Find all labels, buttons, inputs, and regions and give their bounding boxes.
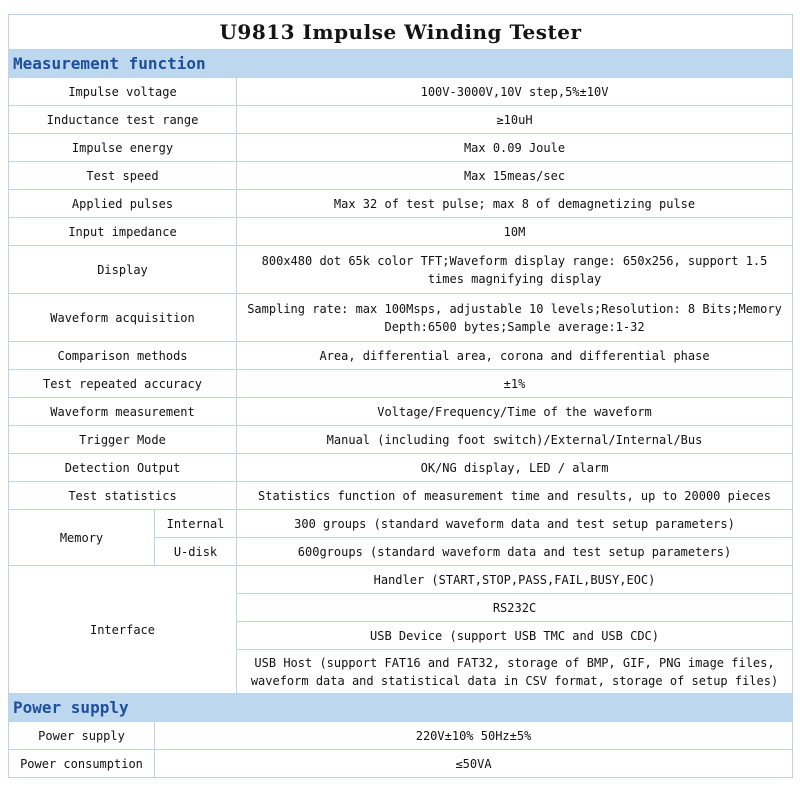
row-value-impulse-energy: Max 0.09 Joule — [237, 134, 793, 162]
table-row — [9, 750, 793, 778]
row-value-detection-output: OK/NG display, LED / alarm — [237, 454, 793, 482]
table-row — [9, 190, 793, 218]
table-row — [9, 134, 793, 162]
table-row — [9, 454, 793, 482]
table-row — [9, 218, 793, 246]
row-label-applied-pulses: Applied pulses — [9, 190, 237, 218]
row-value-power-supply: 220V±10% 50Hz±5% — [155, 722, 793, 750]
row-sublabel-udisk: U-disk — [155, 538, 237, 566]
row-value-memory-udisk: 600groups (standard waveform data and test setup parameters) — [237, 538, 793, 566]
row-label-waveform-measurement: Waveform measurement — [9, 398, 237, 426]
row-value-inductance-range: ≥10uH — [237, 106, 793, 134]
table-row — [9, 398, 793, 426]
row-label-inductance-range: Inductance test range — [9, 106, 237, 134]
table-row — [9, 722, 793, 750]
row-value-test-statistics: Statistics function of measurement time and results, up to 20000 pieces — [237, 482, 793, 510]
row-label-repeated-accuracy: Test repeated accuracy — [9, 370, 237, 398]
row-label-impulse-energy: Impulse energy — [9, 134, 237, 162]
row-value-comparison-methods: Area, differential area, corona and differential phase — [237, 342, 793, 370]
section-measurement-function: Measurement function — [9, 50, 793, 78]
row-value-waveform-acquisition: Sampling rate: max 100Msps, adjustable 10 levels;Resolution: 8 Bits;Memory Depth:6500 bytes;Sample average:1-32 — [237, 294, 793, 342]
row-label-power-consumption: Power consumption — [9, 750, 155, 778]
row-label-memory: Memory — [9, 510, 155, 566]
row-value-memory-internal: 300 groups (standard waveform data and test setup parameters) — [237, 510, 793, 538]
row-value-impulse-voltage: 100V-3000V,10V step,5%±10V — [237, 78, 793, 106]
row-label-test-statistics: Test statistics — [9, 482, 237, 510]
table-row — [9, 426, 793, 454]
spec-table — [8, 14, 793, 778]
table-row — [9, 78, 793, 106]
section-power-supply: Power supply — [9, 694, 793, 722]
row-label-impulse-voltage: Impulse voltage — [9, 78, 237, 106]
row-label-test-speed: Test speed — [9, 162, 237, 190]
table-row — [9, 162, 793, 190]
row-label-power-supply: Power supply — [9, 722, 155, 750]
row-value-interface-handler: Handler (START,STOP,PASS,FAIL,BUSY,EOC) — [237, 566, 793, 594]
row-value-applied-pulses: Max 32 of test pulse; max 8 of demagnetizing pulse — [237, 190, 793, 218]
table-row — [9, 246, 793, 294]
row-label-input-impedance: Input impedance — [9, 218, 237, 246]
row-label-trigger-mode: Trigger Mode — [9, 426, 237, 454]
row-value-trigger-mode: Manual (including foot switch)/External/Internal/Bus — [237, 426, 793, 454]
row-value-input-impedance: 10M — [237, 218, 793, 246]
page-title: U9813 Impulse Winding Tester — [9, 15, 793, 50]
row-sublabel-internal: Internal — [155, 510, 237, 538]
row-value-test-speed: Max 15meas/sec — [237, 162, 793, 190]
row-label-waveform-acquisition: Waveform acquisition — [9, 294, 237, 342]
row-value-power-consumption: ≤50VA — [155, 750, 793, 778]
table-row — [9, 342, 793, 370]
table-row — [9, 510, 793, 538]
table-row — [9, 566, 793, 594]
row-label-display: Display — [9, 246, 237, 294]
row-value-interface-usb-host: USB Host (support FAT16 and FAT32, storage of BMP, GIF, PNG image files, waveform data and statistical data in CSV format, storage of setup files) — [237, 650, 793, 694]
row-value-repeated-accuracy: ±1% — [237, 370, 793, 398]
table-row — [9, 294, 793, 342]
table-row — [9, 106, 793, 134]
row-value-waveform-measurement: Voltage/Frequency/Time of the waveform — [237, 398, 793, 426]
row-value-display: 800x480 dot 65k color TFT;Waveform display range: 650x256, support 1.5 times magnifying display — [237, 246, 793, 294]
table-row — [9, 482, 793, 510]
table-row — [9, 370, 793, 398]
row-label-detection-output: Detection Output — [9, 454, 237, 482]
row-label-comparison-methods: Comparison methods — [9, 342, 237, 370]
row-value-interface-rs232c: RS232C — [237, 594, 793, 622]
row-label-interface: Interface — [9, 566, 237, 694]
row-value-interface-usb-device: USB Device (support USB TMC and USB CDC) — [237, 622, 793, 650]
